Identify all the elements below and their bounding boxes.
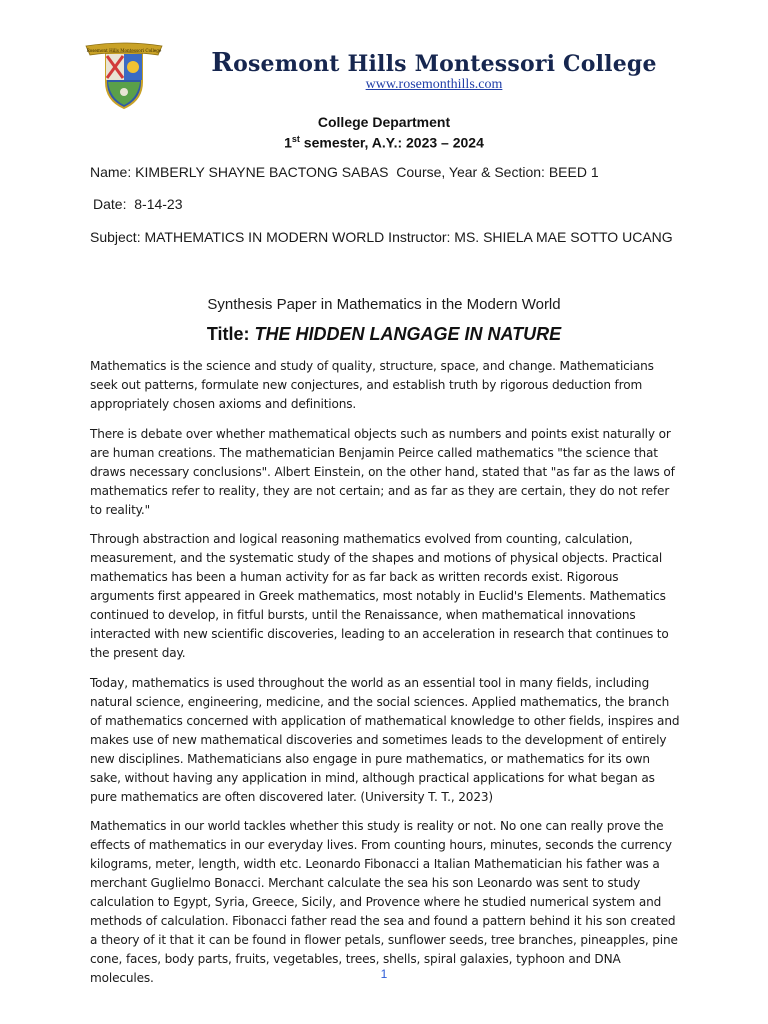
- department-name: College Department: [317, 114, 451, 130]
- college-name-initial: R: [211, 48, 234, 78]
- college-name: [0, 48, 768, 78]
- paragraph: Mathematics is the science and study of quality, structure, space, and change. Mathematicians seek out patterns, formulate new conjectures, and establish truth by rigorous deduction from appropriately chosen axioms and definitions.: [90, 359, 654, 411]
- paper-body: [90, 357, 680, 999]
- paragraph: Mathematics in our world tackles whether this study is reality or not. No one can really prove the effects of mathematics in our everyday lives. From counting hours, minutes, seconds the currency kilograms, meter, length, width etc. Leonardo Fibonacci a Italian Mathematician his father was a merchant Guglielmo Bonacci. Merchant calculate the sea his son Leonardo was sent to study calculation to Egypt, Syria, Greece, Sicily, and Provence where he studied numerical system and methods of calculation. Fibonacci father read the sea and found a pattern behind it his son created a theory of it that it can be found in flower petals, sunflower seeds, tree branches, pineapples, pine cone, faces, body parts, fruits, vegetables, trees, shells, spiral galaxies, typhoon and DNA molecules.: [90, 819, 678, 985]
- semester-suffix: st: [291, 134, 300, 144]
- title-prefix: Title:: [206, 324, 255, 344]
- synthesis-label: Synthesis Paper in Mathematics in the Modern World: [207, 296, 561, 313]
- student-name-line: Name: KIMBERLY SHAYNE BACTONG SABAS Course, Year & Section: BEED 1: [90, 164, 599, 180]
- date-line: Date: 8-14-23: [93, 196, 183, 212]
- semester-line: [0, 131, 768, 152]
- page-number: 1: [380, 967, 388, 981]
- subject-line: Subject: MATHEMATICS IN MODERN WORLD Instructor: MS. SHIELA MAE SOTTO UCANG: [90, 229, 673, 245]
- logo-banner-text: Rosemont Hills Montessori College: [86, 48, 162, 53]
- semester-number: 1: [284, 134, 292, 151]
- college-name-rest: osemont Hills Montessori College: [233, 51, 657, 77]
- paragraph: There is debate over whether mathematical objects such as numbers and points exist naturally or are human creations. The mathematician Benjamin Peirce called mathematics "the science that draws necessary conclusions". Albert Einstein, on the other hand, stated that "as far as the laws of mathematics refer to reality, they are not certain; and as far as they are certain, they do not refer to reality.": [90, 426, 675, 517]
- semester-text: semester, A.Y.: 2023 – 2024: [299, 134, 484, 151]
- paper-title: [0, 324, 768, 345]
- paragraph: Today, mathematics is used throughout the world as an essential tool in many fields, including natural science, engineering, medicine, and the social sciences. Applied mathematics, the branch of mathematics concerned with application of mathematical knowledge to other fields, inspires and makes use of new mathematical discoveries and sometimes leads to the development of entirely new disciplines. Mathematicians also engage in pure mathematics, or mathematics for its own sake, without having any application in mind, although practical applications for what began as pure mathematics are often discovered later. (University T. T., 2023): [90, 675, 680, 804]
- title-text: THE HIDDEN LANGAGE IN NATURE: [254, 324, 562, 344]
- paragraph: Through abstraction and logical reasoning mathematics evolved from counting, calculation, measurement, and the systematic study of the shapes and motions of physical objects. Practical mathematics has been a human activity for as far back as written records exist. Rigorous arguments first appeared in Greek mathematics, most notably in Euclid's Elements. Mathematics continued to develop, in fitful bursts, until the Renaissance, when mathematical innovations interacted with new scientific discoveries, leading to an acceleration in research that continues to the present day.: [90, 532, 669, 660]
- department-block: [0, 114, 768, 152]
- college-website-link[interactable]: www.rosemonthills.com: [365, 77, 503, 92]
